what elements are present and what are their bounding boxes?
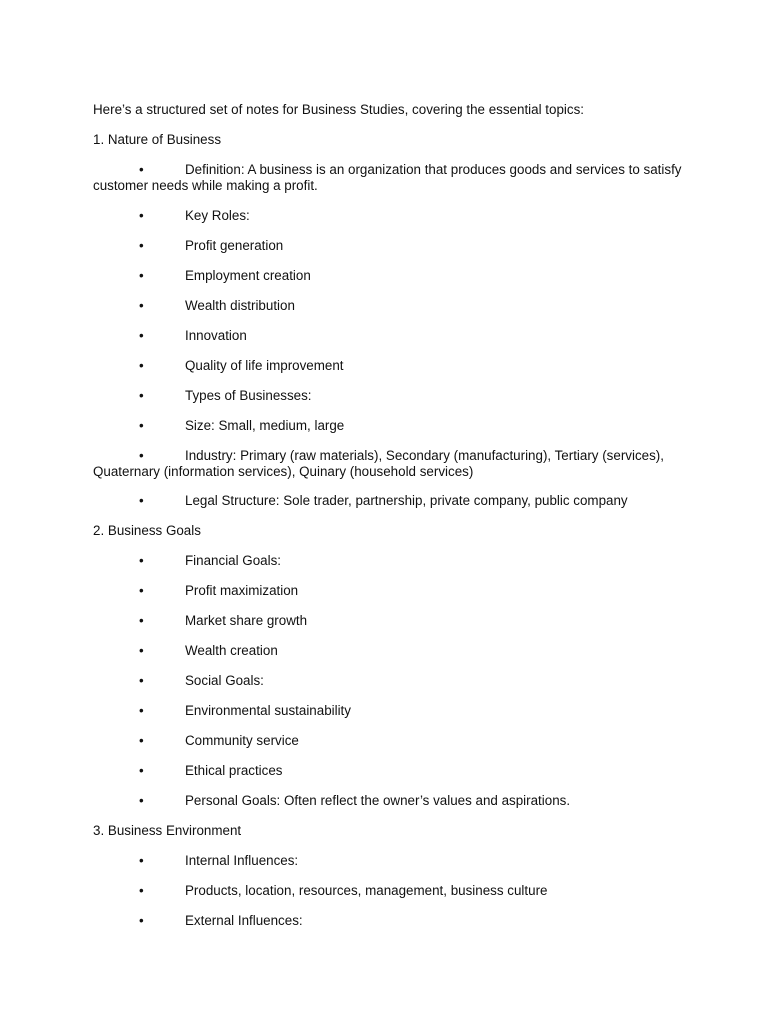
bullet-icon: •	[139, 883, 144, 898]
list-item-text: Financial Goals:	[185, 553, 282, 568]
list-item	[93, 793, 693, 809]
list-item	[93, 673, 693, 689]
list-item-text: Personal Goals: Often reflect the owner’s values and aspirations.	[185, 793, 571, 808]
list-item	[93, 388, 693, 404]
list-item-text: Types of Businesses:	[185, 388, 312, 403]
list-item-text: Employment creation	[185, 268, 311, 283]
bullet-icon: •	[139, 268, 144, 283]
list-item	[93, 853, 693, 869]
list-item	[93, 643, 693, 659]
list-item-text: Wealth creation	[185, 643, 278, 658]
bullet-icon: •	[139, 493, 144, 508]
bullet-icon: •	[139, 703, 144, 718]
bullet-icon: •	[139, 298, 144, 313]
list-item-text: Environmental sustainability	[185, 703, 351, 718]
list-item	[93, 493, 693, 509]
bullet-icon: •	[139, 448, 144, 463]
section-heading-business-environment: 3. Business Environment	[93, 823, 242, 838]
list-item	[93, 553, 693, 569]
bullet-icon: •	[139, 328, 144, 343]
list-item-text: Innovation	[185, 328, 247, 343]
list-item-text: Market share growth	[185, 613, 308, 628]
list-item-text: Products, location, resources, management, business culture	[185, 883, 548, 898]
bullet-icon: •	[139, 673, 144, 688]
list-item	[93, 268, 693, 284]
list-item	[93, 913, 693, 929]
list-item-text: Community service	[185, 733, 299, 748]
list-item-text: Legal Structure: Sole trader, partnership, private company, public company	[185, 493, 628, 508]
list-item	[93, 298, 693, 314]
list-item-text: Industry: Primary (raw materials), Secondary (manufacturing), Tertiary (services), Quaternary (information services), Quinary (household services)	[93, 448, 664, 479]
list-item	[93, 328, 693, 344]
section-heading-business-goals: 2. Business Goals	[93, 523, 201, 538]
list-item-text: Ethical practices	[185, 763, 283, 778]
list-item	[93, 763, 693, 779]
bullet-icon: •	[139, 238, 144, 253]
list-item-text: Wealth distribution	[185, 298, 295, 313]
bullet-icon: •	[139, 162, 144, 177]
bullet-icon: •	[139, 208, 144, 223]
bullet-icon: •	[139, 613, 144, 628]
list-item	[93, 162, 693, 194]
list-item	[93, 883, 693, 899]
list-item	[93, 733, 693, 749]
list-item-text: Key Roles:	[185, 208, 250, 223]
list-item-text: External Influences:	[185, 913, 303, 928]
list-item	[93, 583, 693, 599]
section-heading-nature-of-business: 1. Nature of Business	[93, 132, 222, 147]
intro-text: Here’s a structured set of notes for Business Studies, covering the essential topics:	[93, 102, 584, 117]
list-item-text: Internal Influences:	[185, 853, 299, 868]
list-item	[93, 613, 693, 629]
bullet-icon: •	[139, 553, 144, 568]
bullet-icon: •	[139, 643, 144, 658]
list-item-text: Profit maximization	[185, 583, 299, 598]
bullet-icon: •	[139, 583, 144, 598]
list-item	[93, 418, 693, 434]
list-item-text: Quality of life improvement	[185, 358, 344, 373]
list-item	[93, 448, 693, 480]
bullet-icon: •	[139, 853, 144, 868]
list-item	[93, 238, 693, 254]
list-item-text: Size: Small, medium, large	[185, 418, 345, 433]
bullet-icon: •	[139, 418, 144, 433]
bullet-icon: •	[139, 388, 144, 403]
list-item-text: Social Goals:	[185, 673, 264, 688]
bullet-icon: •	[139, 733, 144, 748]
bullet-icon: •	[139, 763, 144, 778]
bullet-icon: •	[139, 358, 144, 373]
bullet-icon: •	[139, 913, 144, 928]
list-item	[93, 703, 693, 719]
list-item	[93, 358, 693, 374]
list-item-text: Definition: A business is an organization that produces goods and services to satisfy customer needs while making a profit.	[93, 162, 682, 193]
bullet-icon: •	[139, 793, 144, 808]
list-item	[93, 208, 693, 224]
list-item-text: Profit generation	[185, 238, 284, 253]
